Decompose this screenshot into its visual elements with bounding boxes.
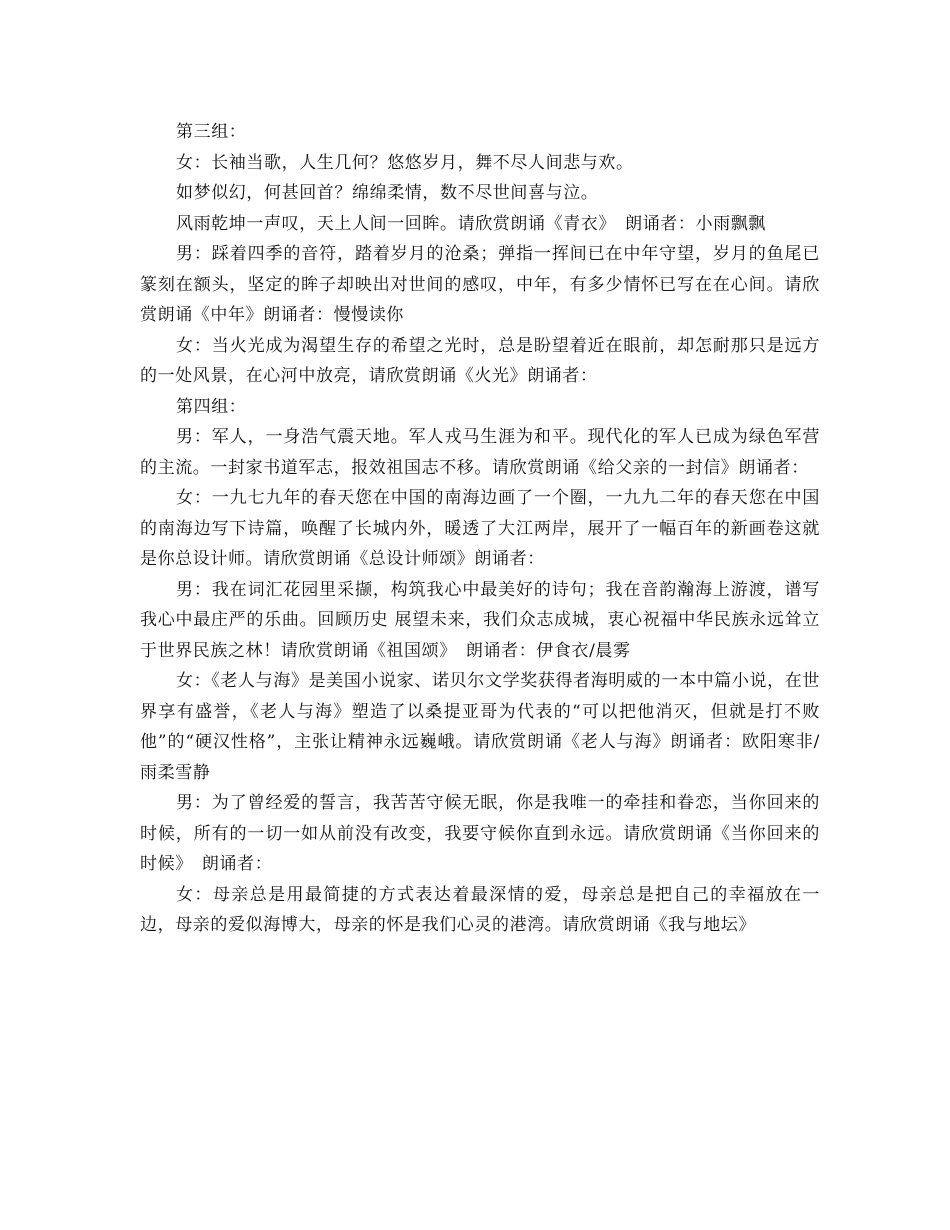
paragraph: 男：踩着四季的音符，踏着岁月的沧桑；弹指一挥间已在中年守望，岁月的鱼尾已篆刻在额头，坚定的眸子却映出对世间的感叹，中年，有多少情怀已写在在心间。请欣赏朗诵《中年》朗诵者：慢慢读你	[140, 244, 820, 325]
paragraph: 风雨乾坤一声叹，天上人间一回眸。请欣赏朗诵《青衣》 朗诵者：小雨飘飘	[176, 213, 766, 234]
paragraph: 女：当火光成为渴望生存的希望之光时，总是盼望着近在眼前，却怎耐那只是远方的一处风景，在心河中放亮，请欣赏朗诵《火光》朗诵者：	[140, 335, 820, 386]
paragraph: 女：《老人与海》是美国小说家、诺贝尔文学奖获得者海明威的一本中篇小说，在世界享有盛誉，《老人与海》塑造了以桑提亚哥为代表的“可以把他消灭，但就是打不败他”的“硬汉性格”，主张让精神永远巍峨。请欣赏朗诵《老人与海》朗诵者：欧阳寒非/雨柔雪静	[140, 671, 820, 783]
group-heading: 第三组：	[176, 122, 247, 142]
document-body	[140, 117, 820, 941]
paragraph: 男：军人，一身浩气震天地。军人戎马生涯为和平。现代化的军人已成为绿色军营的主流。一封家书道军志，报效祖国志不移。请欣赏朗诵《给父亲的一封信》朗诵者：	[140, 427, 820, 478]
paragraph: 男：我在词汇花园里采撷，构筑我心中最美好的诗句；我在音韵瀚海上游渡，谱写我心中最庄严的乐曲。回顾历史 展望未来，我们众志成城，衷心祝福中华民族永远耸立于世界民族之林！请欣赏朗诵《祖国颂》 朗诵者：伊食衣/晨雾	[140, 579, 820, 661]
paragraph: 女：母亲总是用最简捷的方式表达着最深情的爱，母亲总是把自己的幸福放在一边，母亲的爱似海博大，母亲的怀是我们心灵的港湾。请欣赏朗诵《我与地坛》	[140, 884, 820, 935]
paragraph: 女：一九七九年的春天您在中国的南海边画了一个圈，一九九二年的春天您在中国的南海边写下诗篇，唤醒了长城内外，暖透了大江两岸，展开了一幅百年的新画卷这就是你总设计师。请欣赏朗诵《总设计师颂》朗诵者：	[140, 488, 820, 569]
group-heading: 第四组：	[176, 396, 247, 417]
paragraph: 男：为了曾经爱的誓言，我苦苦守候无眠，你是我唯一的牵挂和眷恋，当你回来的时候，所有的一切一如从前没有改变，我要守候你直到永远。请欣赏朗诵《当你回来的时候》 朗诵者：	[140, 793, 820, 874]
paragraph: 女：长袖当歌，人生几何？悠悠岁月，舞不尽人间悲与欢。	[176, 152, 634, 173]
paragraph: 如梦似幻，何甚回首？绵绵柔情，数不尽世间喜与泣。	[176, 183, 599, 203]
